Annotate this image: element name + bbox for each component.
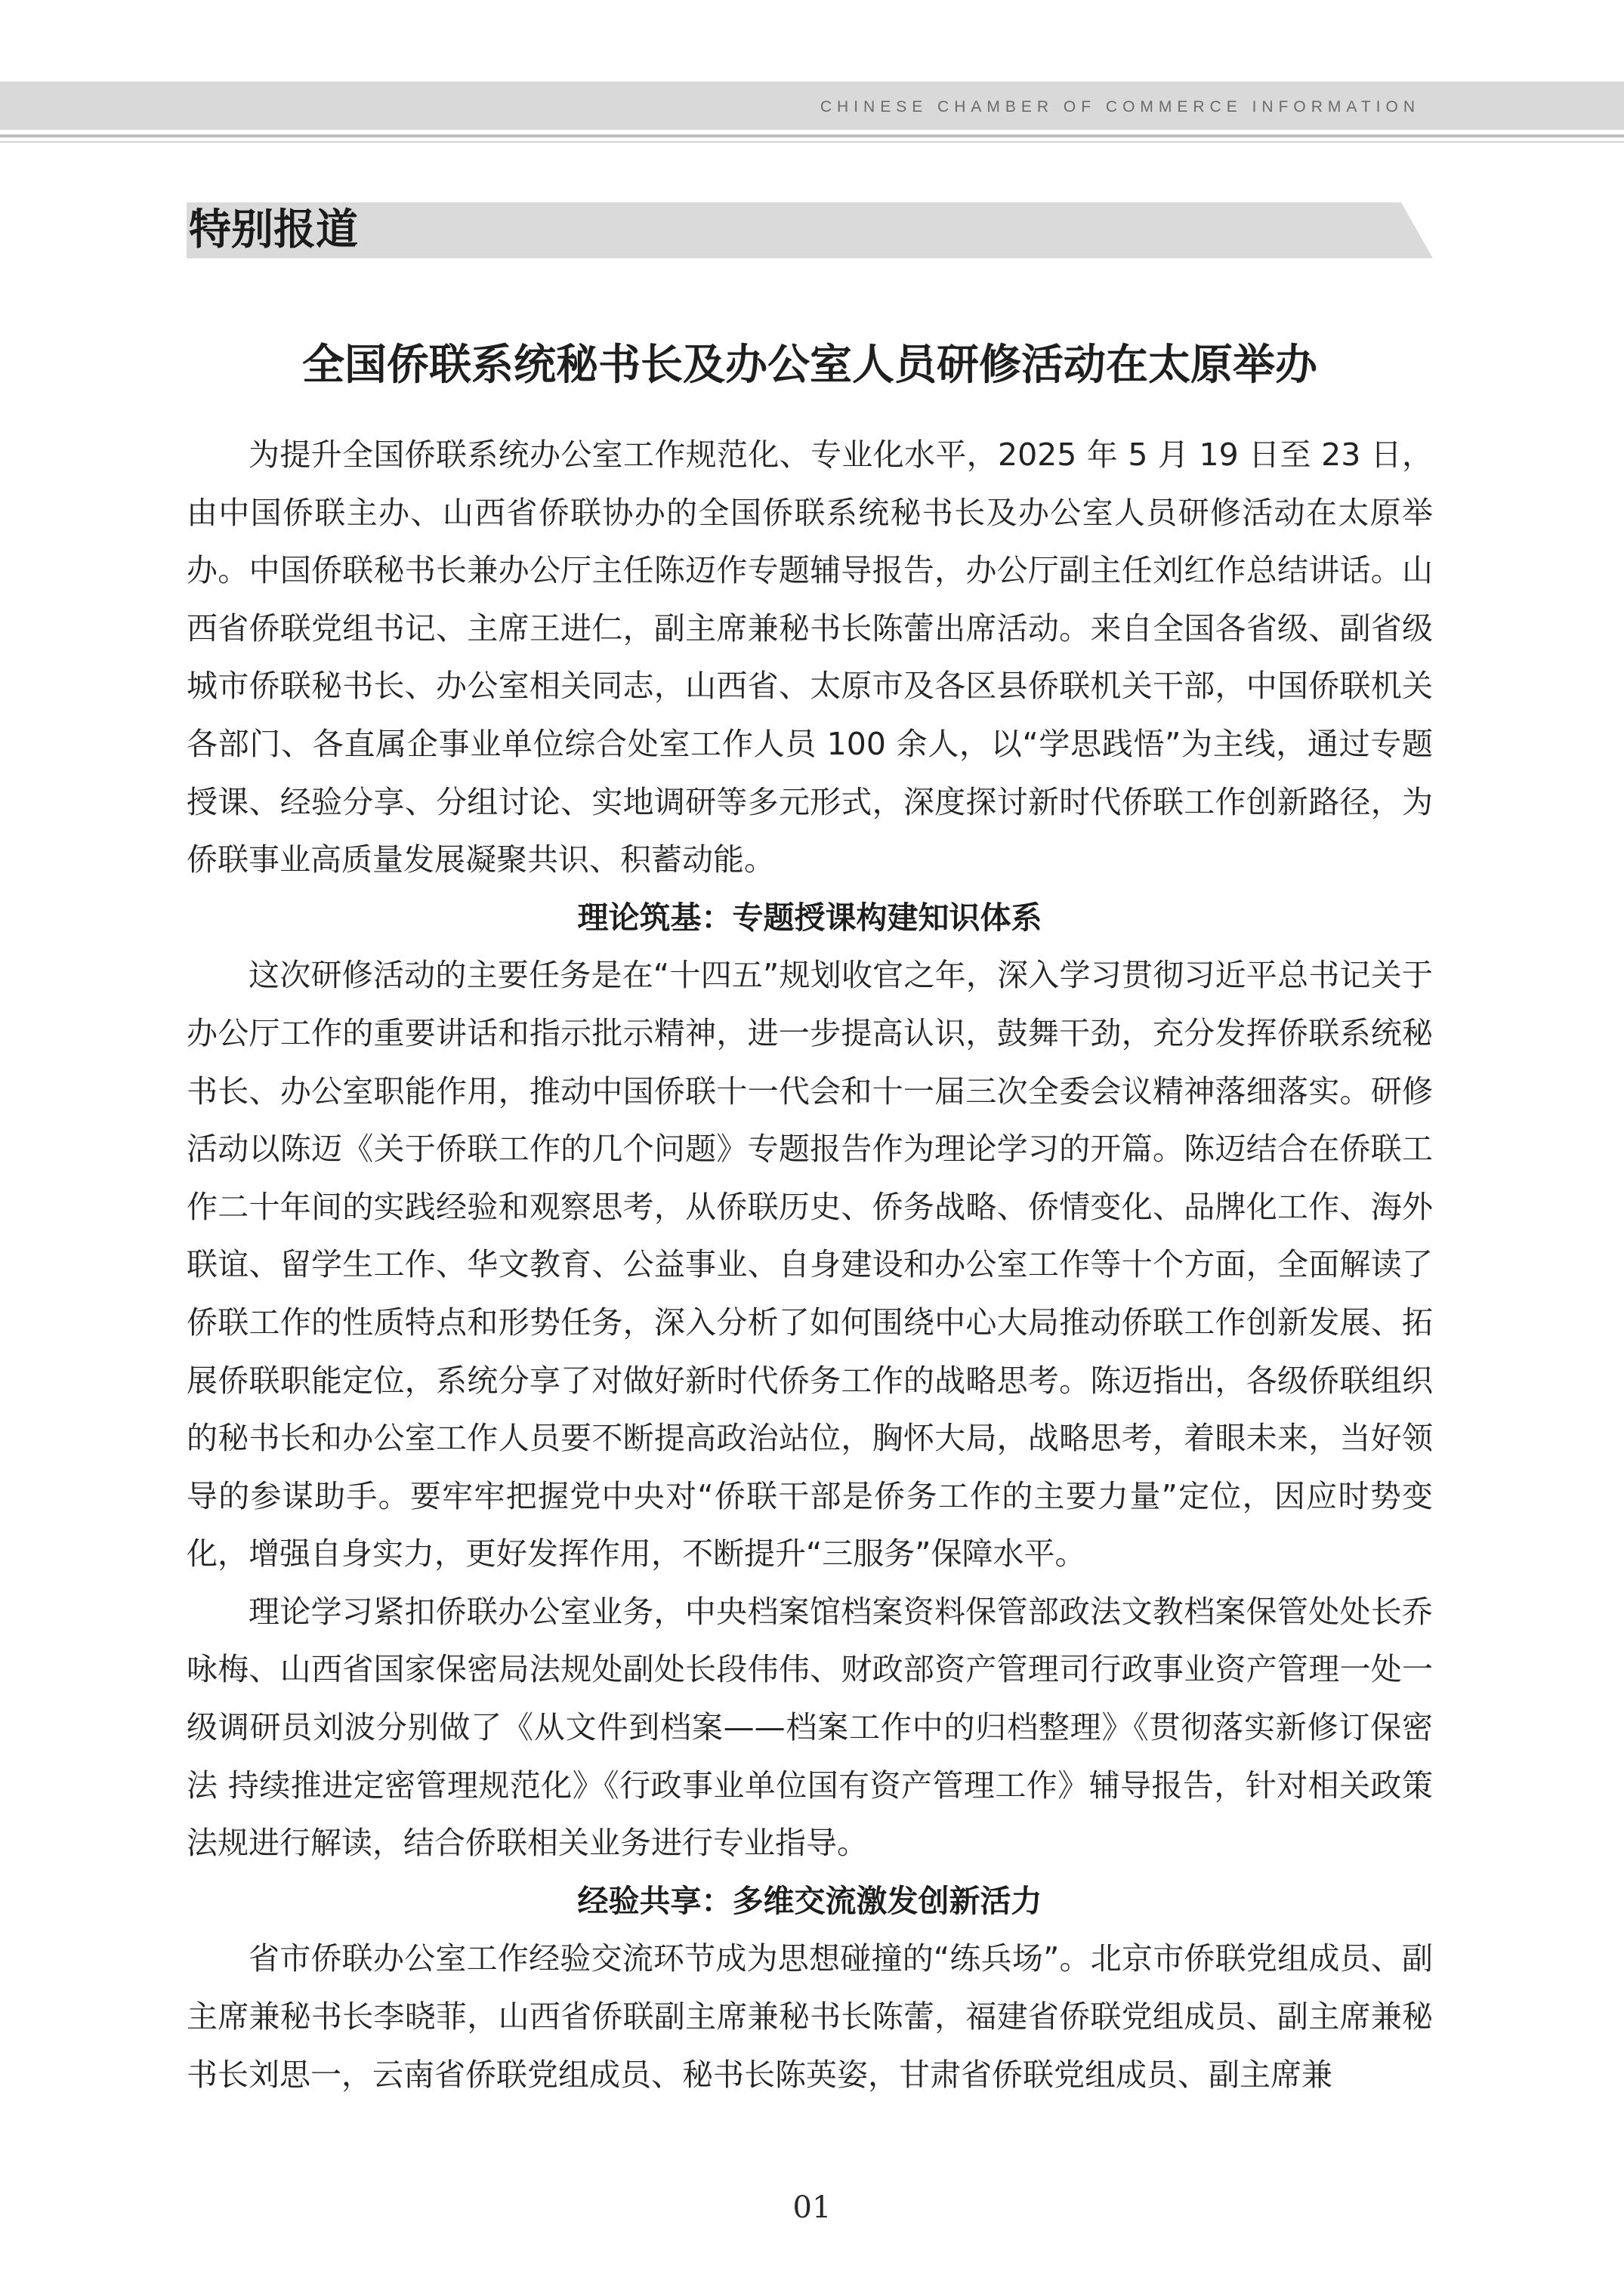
article-body (187, 426, 1433, 2103)
page-number: 01 (792, 2190, 832, 2225)
header-divider (0, 134, 1624, 137)
publication-name: CHINESE CHAMBER OF COMMERCE INFORMATION (820, 98, 1420, 116)
article-paragraph: 这次研修活动的主要任务是在“十四五”规划收官之年，深入学习贯彻习近平总书记关于办公厅工作的重要讲话和指示批示精神，进一步提高认识，鼓舞干劲，充分发挥侨联系统秘书长、办公室职能作用，推动中国侨联十一代会和十一届三次全委会议精神落细落实。研修活动以陈迈《关于侨联工作的几个问题》专题报告作为理论学习的开篇。陈迈结合在侨联工作二十年间的实践经验和观察思考，从侨联历史、侨务战略、侨情变化、品牌化工作、海外联谊、留学生工作、华文教育、公益事业、自身建设和办公室工作等十个方面，全面解读了侨联工作的性质特点和形势任务，深入分析了如何围绕中心大局推动侨联工作创新发展、拓展侨联职能定位，系统分享了对做好新时代侨务工作的战略思考。陈迈指出，各级侨联组织的秘书长和办公室工作人员要不断提高政治站位，胸怀大局，战略思考，着眼未来，当好领导的参谋助手。要牢牢把握党中央对“侨联干部是侨务工作的主要力量”定位，因应时势变化，增强自身实力，更好发挥作用，不断提升“三服务”保障水平。 (187, 957, 1433, 1572)
article-subheading: 理论筑基：专题授课构建知识体系 (577, 899, 1042, 936)
article-paragraph: 理论学习紧扣侨联办公室业务，中央档案馆档案资料保管部政法文教档案保管处处长乔咏梅、山西省国家保密局法规处副处长段伟伟、财政部资产管理司行政事业资产管理一处一级调研员刘波分别做了《从文件到档案——档案工作中的归档整理》《贯彻落实新修订保密法 持续推进定密管理规范化》《行政事业单位国有资产管理工作》辅导报告，针对相关政策法规进行解读，结合侨联相关业务进行专业指导。 (187, 1593, 1433, 1862)
article-subheading: 经验共享：多维交流激发创新活力 (577, 1882, 1042, 1919)
article-paragraph: 为提升全国侨联系统办公室工作规范化、专业化水平，2025 年 5 月 19 日至 23 日，由中国侨联主办、山西省侨联协办的全国侨联系统秘书长及办公室人员研修活动在太原举办。中国侨联秘书长兼办公厅主任陈迈作专题辅导报告，办公厅副主任刘红作总结讲话。山西省侨联党组书记、主席王进仁，副主席兼秘书长陈蕾出席活动。来自全国各省级、副省级城市侨联秘书长、办公室相关同志，山西省、太原市及各区县侨联机关干部，中国侨联机关各部门、各直属企事业单位综合处室工作人员 100 余人，以“学思践悟”为主线，通过专题授课、经验分享、分组讨论、实地调研等多元形式，深度探讨新时代侨联工作创新路径，为侨联事业高质量发展凝聚共识、积蓄动能。 (187, 437, 1433, 878)
section-tab (187, 202, 1433, 258)
header-divider-thin (0, 141, 1624, 143)
article-title: 全国侨联系统秘书长及办公室人员研修活动在太原举办 (302, 341, 1317, 390)
article-paragraph: 省市侨联办公室工作经验交流环节成为思想碰撞的“练兵场”。北京市侨联党组成员、副主席兼秘书长李晓菲，山西省侨联副主席兼秘书长陈蕾，福建省侨联党组成员、副主席兼秘书长刘思一，云南省侨联党组成员、秘书长陈英姿，甘肃省侨联党组成员、副主席兼 (187, 1940, 1433, 2093)
section-label: 特别报道 (189, 205, 358, 255)
